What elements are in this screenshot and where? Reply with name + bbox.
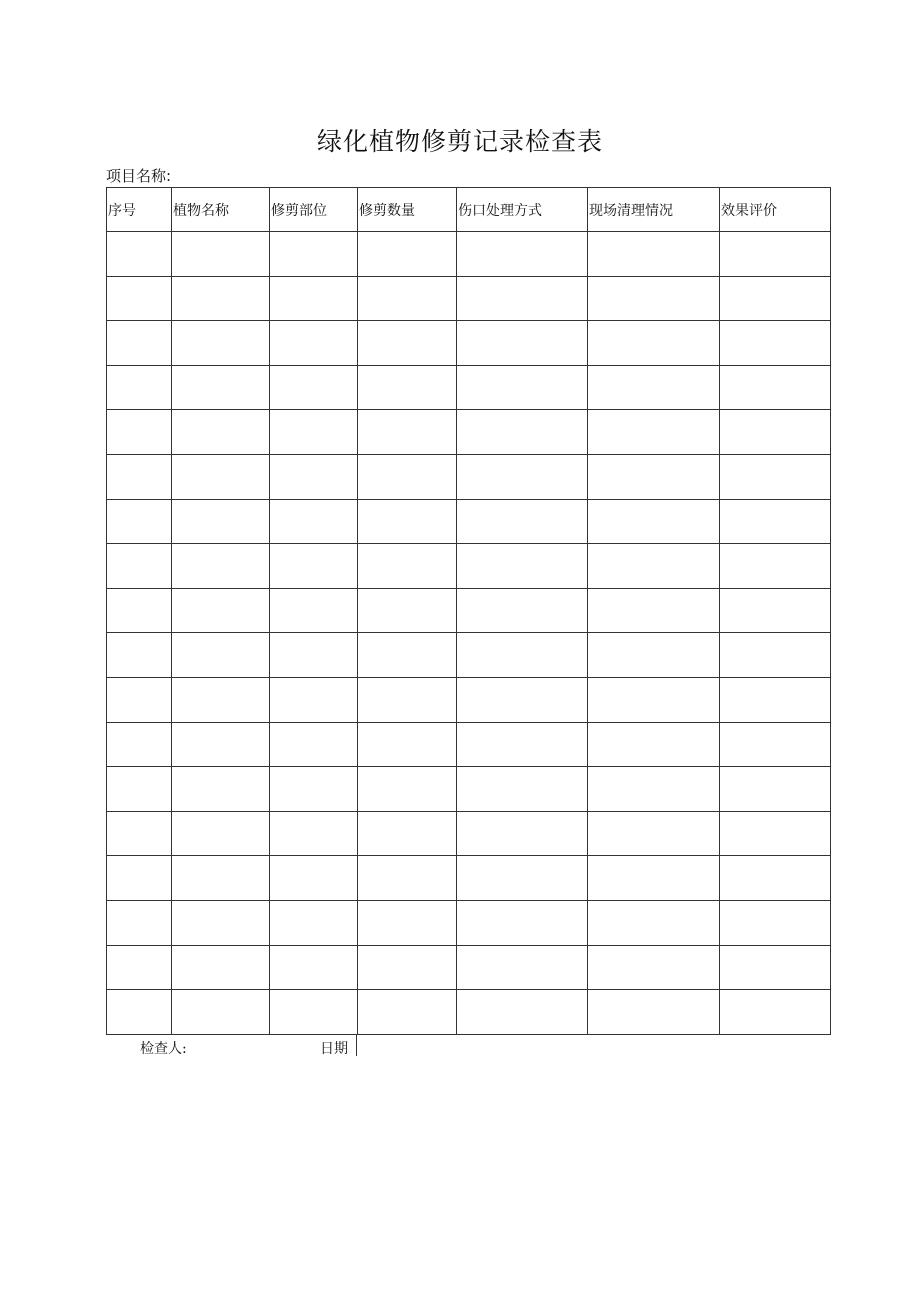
table-cell[interactable] <box>457 454 588 499</box>
table-cell[interactable] <box>172 499 270 544</box>
date-label: 日期 <box>320 1041 348 1057</box>
table-cell[interactable] <box>358 856 457 901</box>
table-cell[interactable] <box>457 677 588 722</box>
table-cell[interactable] <box>588 321 720 366</box>
table-row <box>107 232 831 277</box>
table-cell[interactable] <box>270 276 358 321</box>
table-cell[interactable] <box>720 365 831 410</box>
table-cell[interactable] <box>588 811 720 856</box>
table-cell[interactable] <box>270 499 358 544</box>
table-cell[interactable] <box>720 454 831 499</box>
table-cell[interactable] <box>588 856 720 901</box>
table-cell[interactable] <box>588 722 720 767</box>
table-cell[interactable] <box>720 276 831 321</box>
table-cell[interactable] <box>457 499 588 544</box>
table-row <box>107 365 831 410</box>
table-cell[interactable] <box>107 232 172 277</box>
table-cell[interactable] <box>270 544 358 589</box>
table-cell[interactable] <box>270 321 358 366</box>
table-row <box>107 900 831 945</box>
table-cell[interactable] <box>172 767 270 812</box>
table-cell[interactable] <box>457 544 588 589</box>
table-cell[interactable] <box>107 722 172 767</box>
table-cell[interactable] <box>270 856 358 901</box>
header-wound-treatment: 伤口处理方式 <box>457 188 588 232</box>
table-cell[interactable] <box>107 990 172 1035</box>
table-cell[interactable] <box>270 900 358 945</box>
table-cell[interactable] <box>720 990 831 1035</box>
table-cell[interactable] <box>107 276 172 321</box>
table-cell[interactable] <box>270 945 358 990</box>
table-cell[interactable] <box>720 633 831 678</box>
table-cell[interactable] <box>720 499 831 544</box>
table-cell[interactable] <box>270 767 358 812</box>
table-cell[interactable] <box>358 990 457 1035</box>
table-cell[interactable] <box>720 410 831 455</box>
table-cell[interactable] <box>172 990 270 1035</box>
table-cell[interactable] <box>358 544 457 589</box>
table-cell[interactable] <box>457 811 588 856</box>
table-row <box>107 321 831 366</box>
table-cell[interactable] <box>457 365 588 410</box>
table-row <box>107 633 831 678</box>
table-cell[interactable] <box>588 365 720 410</box>
table-cell[interactable] <box>588 900 720 945</box>
table-row <box>107 544 831 589</box>
table-cell[interactable] <box>588 588 720 633</box>
table-header-row <box>107 188 831 232</box>
table-cell[interactable] <box>457 856 588 901</box>
table-cell[interactable] <box>172 900 270 945</box>
table-cell[interactable] <box>270 990 358 1035</box>
table-cell[interactable] <box>107 544 172 589</box>
table-cell[interactable] <box>107 410 172 455</box>
table-cell[interactable] <box>588 544 720 589</box>
table-cell[interactable] <box>358 588 457 633</box>
header-plant-name: 植物名称 <box>172 188 270 232</box>
table-row <box>107 499 831 544</box>
table-cell[interactable] <box>358 900 457 945</box>
table-cell[interactable] <box>588 276 720 321</box>
table-cell[interactable] <box>172 365 270 410</box>
table-cell[interactable] <box>588 990 720 1035</box>
table-cell[interactable] <box>172 232 270 277</box>
table-cell[interactable] <box>172 633 270 678</box>
table-cell[interactable] <box>720 321 831 366</box>
table-cell[interactable] <box>358 722 457 767</box>
header-pruning-part: 修剪部位 <box>270 188 358 232</box>
table-cell[interactable] <box>172 677 270 722</box>
table-cell[interactable] <box>720 544 831 589</box>
table-cell[interactable] <box>172 410 270 455</box>
table-cell[interactable] <box>270 410 358 455</box>
table-cell[interactable] <box>172 544 270 589</box>
table-row <box>107 454 831 499</box>
table-cell[interactable] <box>720 811 831 856</box>
table-row <box>107 410 831 455</box>
table-cell[interactable] <box>107 588 172 633</box>
table-cell[interactable] <box>107 811 172 856</box>
table-cell[interactable] <box>107 454 172 499</box>
table-cell[interactable] <box>172 856 270 901</box>
table-row <box>107 767 831 812</box>
table-cell[interactable] <box>457 276 588 321</box>
table-cell[interactable] <box>358 365 457 410</box>
table-cell[interactable] <box>358 945 457 990</box>
table-cell[interactable] <box>457 945 588 990</box>
table-cell[interactable] <box>720 588 831 633</box>
table-cell[interactable] <box>588 232 720 277</box>
table-cell[interactable] <box>107 900 172 945</box>
header-pruning-quantity: 修剪数量 <box>358 188 457 232</box>
table-cell[interactable] <box>107 856 172 901</box>
table-cell[interactable] <box>457 633 588 678</box>
footer-divider <box>356 1034 357 1056</box>
table-cell[interactable] <box>172 588 270 633</box>
table-cell[interactable] <box>172 722 270 767</box>
inspector-label: 检查人: <box>140 1041 187 1057</box>
table-cell[interactable] <box>358 677 457 722</box>
table-cell[interactable] <box>720 767 831 812</box>
table-cell[interactable] <box>172 945 270 990</box>
table-row <box>107 856 831 901</box>
table-cell[interactable] <box>588 633 720 678</box>
table-row <box>107 990 831 1035</box>
table-cell[interactable] <box>457 410 588 455</box>
table-cell[interactable] <box>457 767 588 812</box>
table-cell[interactable] <box>588 410 720 455</box>
table-cell[interactable] <box>720 900 831 945</box>
table-cell[interactable] <box>720 722 831 767</box>
header-effect-evaluation: 效果评价 <box>720 188 831 232</box>
table-cell[interactable] <box>720 945 831 990</box>
table-row <box>107 276 831 321</box>
project-name-label: 项目名称: <box>106 167 172 185</box>
table-cell[interactable] <box>720 232 831 277</box>
table-cell[interactable] <box>270 232 358 277</box>
table-cell[interactable] <box>358 276 457 321</box>
table-cell[interactable] <box>107 677 172 722</box>
table-cell[interactable] <box>720 856 831 901</box>
table-cell[interactable] <box>588 454 720 499</box>
table-cell[interactable] <box>358 811 457 856</box>
table-cell[interactable] <box>107 321 172 366</box>
table-cell[interactable] <box>172 276 270 321</box>
table-body <box>107 232 831 1035</box>
table-cell[interactable] <box>457 900 588 945</box>
table-cell[interactable] <box>358 321 457 366</box>
table-cell[interactable] <box>270 722 358 767</box>
table-cell[interactable] <box>588 677 720 722</box>
table-row <box>107 722 831 767</box>
table-cell[interactable] <box>457 588 588 633</box>
table-cell[interactable] <box>358 454 457 499</box>
table-cell[interactable] <box>358 633 457 678</box>
table-row <box>107 677 831 722</box>
table-row <box>107 811 831 856</box>
table-cell[interactable] <box>172 454 270 499</box>
table-row <box>107 588 831 633</box>
table-cell[interactable] <box>457 232 588 277</box>
table-cell[interactable] <box>107 633 172 678</box>
table-cell[interactable] <box>720 677 831 722</box>
table-cell[interactable] <box>172 321 270 366</box>
page-title: 绿化植物修剪记录检查表 <box>316 127 603 156</box>
table-cell[interactable] <box>358 499 457 544</box>
header-site-cleanup: 现场清理情况 <box>588 188 720 232</box>
table-cell[interactable] <box>107 499 172 544</box>
table-cell[interactable] <box>270 454 358 499</box>
table-cell[interactable] <box>588 767 720 812</box>
table-cell[interactable] <box>358 410 457 455</box>
table-cell[interactable] <box>457 990 588 1035</box>
table-cell[interactable] <box>270 588 358 633</box>
table-cell[interactable] <box>358 232 457 277</box>
table-cell[interactable] <box>107 767 172 812</box>
table-cell[interactable] <box>270 677 358 722</box>
table-cell[interactable] <box>270 365 358 410</box>
table-cell[interactable] <box>457 722 588 767</box>
table-cell[interactable] <box>107 945 172 990</box>
table-cell[interactable] <box>588 945 720 990</box>
table-cell[interactable] <box>588 499 720 544</box>
table-cell[interactable] <box>358 767 457 812</box>
table-cell[interactable] <box>270 633 358 678</box>
table-cell[interactable] <box>270 811 358 856</box>
header-serial-number: 序号 <box>107 188 172 232</box>
table-row <box>107 945 831 990</box>
table-cell[interactable] <box>172 811 270 856</box>
table-cell[interactable] <box>457 321 588 366</box>
table-cell[interactable] <box>107 365 172 410</box>
pruning-record-table <box>106 187 831 1035</box>
